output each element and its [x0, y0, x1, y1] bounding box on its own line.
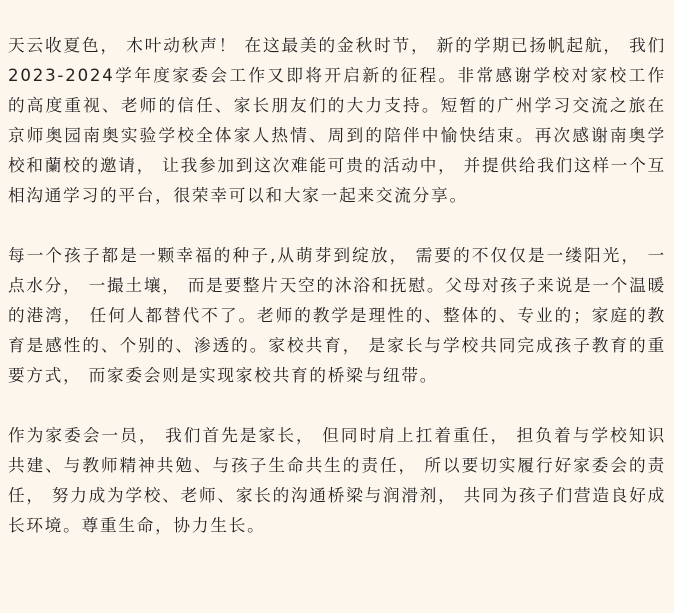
paragraph-intro: 天云收夏色， 木叶动秋声！ 在这最美的金秋时节， 新的学期已扬帆起航， 我们2023-2024学年度家委会工作又即将开启新的征程。非常感谢学校对家校工作的高度重视、老师的信任、家长朋友们的大力支持。短暂的广州学习交流之旅在京师奥园南奥实验学校全体家人热情、周到的陪伴中愉快结束。再次感谢南奥学校和蘭校的邀请， 让我参加到这次难能可贵的活动中， 并提供给我们这样一个互相沟通学习的平台，很荣幸可以和大家一起来交流分享。 — [8, 36, 666, 205]
paragraph-family-education: 每一个孩子都是一颗幸福的种子,从萌芽到绽放， 需要的不仅仅是一缕阳光， 一点水分， 一撮土壤， 而是要整片天空的沐浴和抚慰。父母对孩子来说是一个温暖的港湾， 任何人都替代不了。老师的教学是理性的、整体的、专业的；家庭的教育是感性的、个别的、渗透的。家校共育， 是家长与学校共同完成孩子教育的重要方式， 而家委会则是实现家校共育的桥梁与纽带。 — [8, 246, 666, 385]
paragraph-committee-role: 作为家委会一员， 我们首先是家长， 但同时肩上扛着重任， 担负着与学校知识共建、与教师精神共勉、与孩子生命共生的责任， 所以要切实履行好家委会的责任， 努力成为学校、老师、家长的沟通桥梁与润滑剂， 共同为孩子们营造良好成长环境。尊重生命，协力生长。 — [8, 426, 666, 535]
